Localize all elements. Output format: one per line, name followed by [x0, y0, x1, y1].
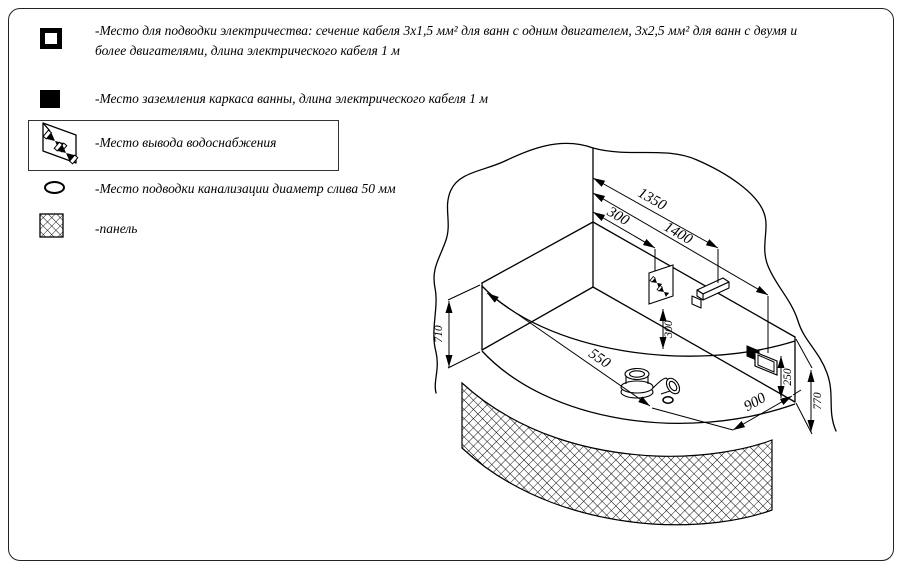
- torn-edge-left: [434, 143, 593, 393]
- dim-300-height-label: 300: [663, 320, 675, 338]
- water-supply-point: [649, 265, 673, 304]
- dim-550-label: 550: [585, 345, 614, 372]
- panel-hatched: [462, 383, 772, 525]
- rim-left-wall: [482, 222, 593, 283]
- dim-1400-label: 1400: [661, 219, 696, 249]
- bath-rim-arc: [482, 286, 795, 356]
- dim-770-label: 770: [812, 392, 824, 410]
- legend-item-sewer: -Место подводки канализации диаметр слива 50 мм: [95, 181, 396, 196]
- spout-block: [692, 278, 729, 308]
- legend-item-panel: -панель: [95, 221, 138, 236]
- dim-300-wall-label: 300: [604, 203, 632, 230]
- dim-250-label: 250: [782, 368, 794, 386]
- electric-outlet-point: [747, 346, 777, 375]
- floor-left: [482, 287, 593, 350]
- legend-electric-line2: более двигателями, длина электрического кабеля 1 м: [95, 43, 400, 58]
- dim-900-label: 900: [741, 390, 769, 416]
- drain-siphon: [621, 369, 682, 404]
- legend-item-water: -Место вывода водоснабжения: [95, 135, 277, 150]
- dim-1350-label: 1350: [634, 185, 669, 214]
- legend-item-grounding: -Место заземления каркаса ванны, длина электрического кабеля 1 м: [95, 91, 489, 106]
- dim-710-label: 710: [433, 325, 445, 343]
- sewer-point: [663, 397, 673, 403]
- legend-electric-line1: -Место для подводки электричества: сечение кабеля 3х1,5 мм² для ванн с одним двигателем, 3х2,5 мм² для ванн с двумя и: [95, 23, 798, 38]
